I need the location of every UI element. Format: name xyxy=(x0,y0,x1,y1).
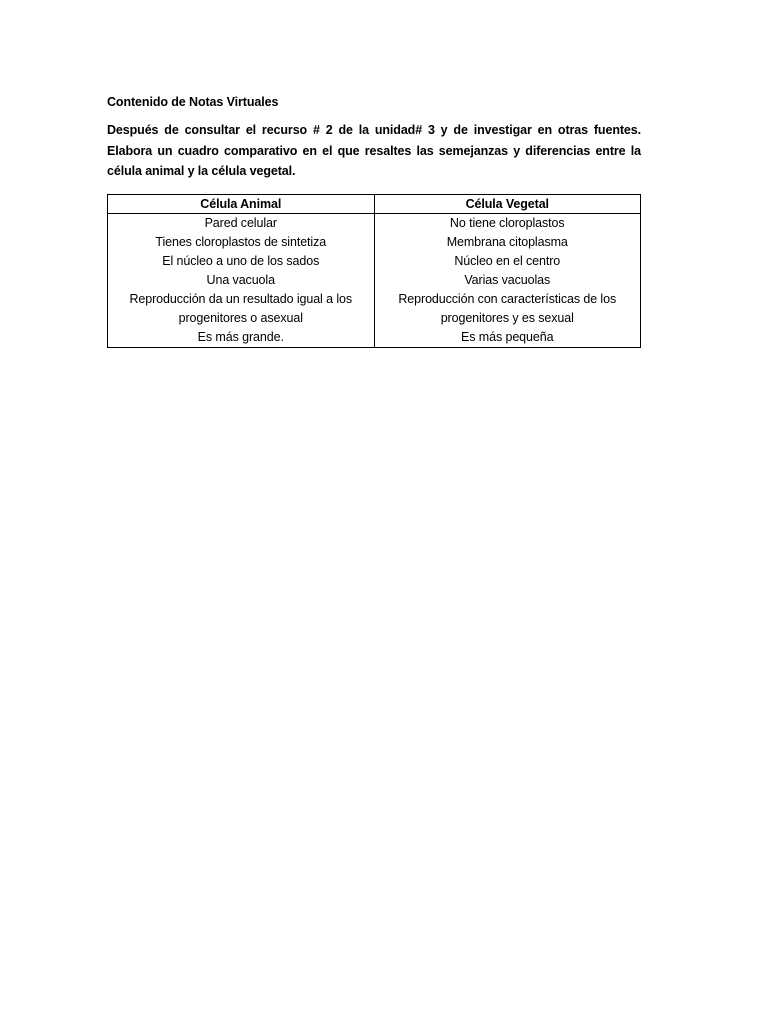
vegetal-item: Varias vacuolas xyxy=(464,272,551,287)
animal-item: El núcleo a uno de los sados xyxy=(162,253,320,268)
vegetal-item: Reproducción con características de los progenitores y es sexual xyxy=(398,291,617,325)
vegetal-item: Núcleo en el centro xyxy=(454,253,561,268)
instructions-paragraph: Después de consultar el recurso # 2 de la unidad# 3 y de investigar en otras fuentes. Elabora un cuadro comparativo en el que resaltes las semejanzas y diferencias entre la célula animal y la célula vegetal. xyxy=(107,123,641,178)
animal-item: Es más grande. xyxy=(197,329,284,344)
table-header-row xyxy=(108,194,641,213)
animal-item: Pared celular xyxy=(204,215,277,230)
column-header-vegetal: Célula Vegetal xyxy=(374,194,641,213)
column-header-animal: Célula Animal xyxy=(108,194,375,213)
vegetal-item: Membrana citoplasma xyxy=(446,234,568,249)
comparison-table xyxy=(107,194,641,348)
document-page xyxy=(107,92,641,348)
document-title: Contenido de Notas Virtuales xyxy=(107,95,279,109)
animal-item: Reproducción da un resultado igual a los progenitores o asexual xyxy=(129,291,353,325)
vegetal-item: Es más pequeña xyxy=(461,329,554,344)
vegetal-item: No tiene cloroplastos xyxy=(449,215,565,230)
animal-cell xyxy=(108,213,375,347)
table-row xyxy=(108,213,641,347)
animal-item: Una vacuola xyxy=(206,272,275,287)
vegetal-cell xyxy=(374,213,641,347)
animal-item: Tienes cloroplastos de sintetiza xyxy=(155,234,327,249)
